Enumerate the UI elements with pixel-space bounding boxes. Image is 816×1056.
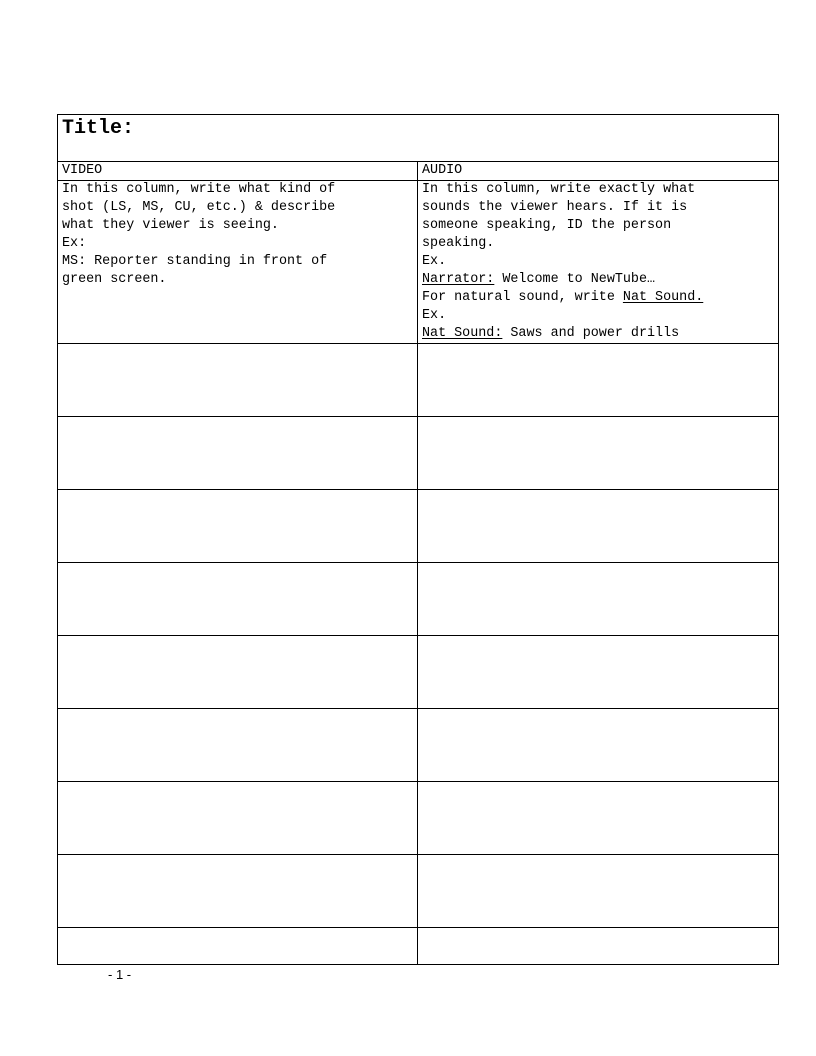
script-row <box>58 636 779 709</box>
video-instruction-line: MS: Reporter standing in front of <box>62 254 328 269</box>
audio-instruction-line: speaking. <box>422 236 495 251</box>
video-cell[interactable] <box>58 782 418 855</box>
audio-instructions-cell[interactable] <box>418 181 779 344</box>
title-cell[interactable] <box>58 115 779 162</box>
audio-column-header: AUDIO <box>418 162 779 181</box>
video-cell[interactable] <box>58 417 418 490</box>
title-label: Title: <box>62 117 135 140</box>
script-row <box>58 344 779 417</box>
natsound-text: Saws and power drills <box>502 326 680 341</box>
video-cell[interactable] <box>58 928 418 965</box>
natural-sound-line <box>422 289 774 307</box>
video-instruction-line: In this column, write what kind of <box>62 182 336 197</box>
audio-instruction-line: In this column, write exactly what <box>422 182 696 197</box>
video-instruction-line: Ex: <box>62 236 87 251</box>
script-row <box>58 417 779 490</box>
audio-cell[interactable] <box>418 563 779 636</box>
script-row <box>58 928 779 965</box>
video-instructions-cell[interactable] <box>58 181 418 344</box>
video-column-header: VIDEO <box>58 162 418 181</box>
script-row <box>58 855 779 928</box>
audio-cell[interactable] <box>418 636 779 709</box>
title-row <box>58 115 779 162</box>
video-instruction-line: shot (LS, MS, CU, etc.) & describe <box>62 200 336 215</box>
script-row <box>58 563 779 636</box>
video-cell[interactable] <box>58 709 418 782</box>
video-instruction-line: green screen. <box>62 272 167 287</box>
video-instruction-line: what they viewer is seeing. <box>62 218 279 233</box>
natural-sound-prefix: For natural sound, write <box>422 290 623 305</box>
column-header-row <box>58 162 779 181</box>
video-cell[interactable] <box>58 636 418 709</box>
video-cell[interactable] <box>58 344 418 417</box>
page-number: - 1 - <box>108 967 132 982</box>
natural-sound-label: Nat Sound. <box>622 290 704 305</box>
narrator-example-line <box>422 271 774 289</box>
narrator-text: Welcome to NewTube… <box>494 272 656 287</box>
audio-cell[interactable] <box>418 344 779 417</box>
audio-instruction-line: someone speaking, ID the person <box>422 218 672 233</box>
video-cell[interactable] <box>58 490 418 563</box>
script-row <box>58 782 779 855</box>
script-row <box>58 709 779 782</box>
audio-instruction-line: Ex. <box>422 254 447 269</box>
instructions-row <box>58 181 779 344</box>
audio-cell[interactable] <box>418 417 779 490</box>
audio-instruction-line: sounds the viewer hears. If it is <box>422 200 688 215</box>
audio-instruction-line: Ex. <box>422 308 447 323</box>
script-table <box>57 114 779 965</box>
narrator-label: Narrator: <box>422 272 495 287</box>
audio-cell[interactable] <box>418 855 779 928</box>
audio-cell[interactable] <box>418 490 779 563</box>
audio-cell[interactable] <box>418 782 779 855</box>
audio-cell[interactable] <box>418 928 779 965</box>
video-cell[interactable] <box>58 563 418 636</box>
script-row <box>58 490 779 563</box>
natsound-label: Nat Sound: <box>422 326 503 341</box>
audio-cell[interactable] <box>418 709 779 782</box>
natsound-example-line <box>422 325 774 343</box>
video-cell[interactable] <box>58 855 418 928</box>
